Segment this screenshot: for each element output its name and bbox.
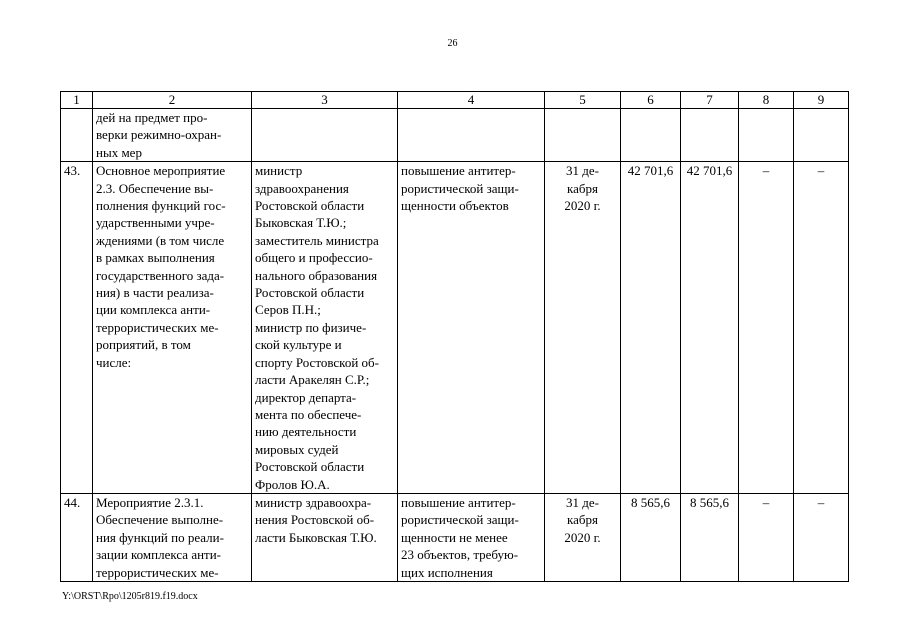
cell-deadline: 31 де- кабря 2020 г. — [545, 493, 621, 581]
header-cell: 6 — [621, 92, 681, 109]
cell-deadline — [545, 109, 621, 162]
table-row-44 — [61, 493, 849, 581]
cell-amount-federal: – — [739, 162, 794, 494]
header-cell: 3 — [252, 92, 398, 109]
cell-number: 44. — [61, 493, 93, 581]
cell-amount-regional — [681, 109, 739, 162]
header-cell: 1 — [61, 92, 93, 109]
cell-amount-regional: 8 565,6 — [681, 493, 739, 581]
header-cell: 9 — [794, 92, 849, 109]
page-number: 26 — [447, 38, 458, 49]
header-cell: 4 — [398, 92, 545, 109]
table-row-43 — [61, 162, 849, 494]
cell-amount-federal — [739, 109, 794, 162]
table-header-row — [61, 92, 849, 109]
cell-amount-total: 42 701,6 — [621, 162, 681, 494]
table-row-continuation — [61, 109, 849, 162]
cell-activity: Мероприятие 2.3.1. Обеспечение выполне- ния функций по реали- зации комплекса анти- террористических ме- — [93, 493, 252, 581]
cell-amount-total — [621, 109, 681, 162]
cell-amount-federal: – — [739, 493, 794, 581]
cell-result — [398, 109, 545, 162]
cell-amount-other — [794, 109, 849, 162]
cell-number: 43. — [61, 162, 93, 494]
header-cell: 8 — [739, 92, 794, 109]
file-path-footer: Y:\ORST\Rpo\1205r819.f19.docx — [62, 591, 198, 602]
cell-number — [61, 109, 93, 162]
cell-result: повышение антитер- рористической защи- щенности не менее 23 объектов, требую- щих исполнения — [398, 493, 545, 581]
cell-amount-total: 8 565,6 — [621, 493, 681, 581]
header-cell: 7 — [681, 92, 739, 109]
cell-responsible — [252, 109, 398, 162]
cell-amount-regional: 42 701,6 — [681, 162, 739, 494]
header-cell: 2 — [93, 92, 252, 109]
cell-activity: дей на предмет про- верки режимно-охран- ных мер — [93, 109, 252, 162]
cell-amount-other: – — [794, 493, 849, 581]
cell-activity: Основное мероприятие 2.3. Обеспечение вы- полнения функций гос- ударственными учре- ждениями (в том числе в рамках выполнения государственного зада- ния) в части реализа- ции комплекса анти- террористических ме- роприятий, в том числе: — [93, 162, 252, 494]
cell-result: повышение антитер- рористической защи- щенности объектов — [398, 162, 545, 494]
header-cell: 5 — [545, 92, 621, 109]
cell-responsible: министр здравоохранения Ростовской области Быковская Т.Ю.; заместитель министра общего и профессио- нального образования Ростовской области Серов П.Н.; министр по физиче- ской культуре и спорту Ростовской об- ласти Аракелян С.Р.; директор департа- мента по обеспече- нию деятельности мировых судей Ростовской области Фролов Ю.А. — [252, 162, 398, 494]
cell-responsible: министр здравоохра- нения Ростовской об- ласти Быковская Т.Ю. — [252, 493, 398, 581]
cell-amount-other: – — [794, 162, 849, 494]
plan-table — [60, 91, 849, 582]
cell-deadline: 31 де- кабря 2020 г. — [545, 162, 621, 494]
